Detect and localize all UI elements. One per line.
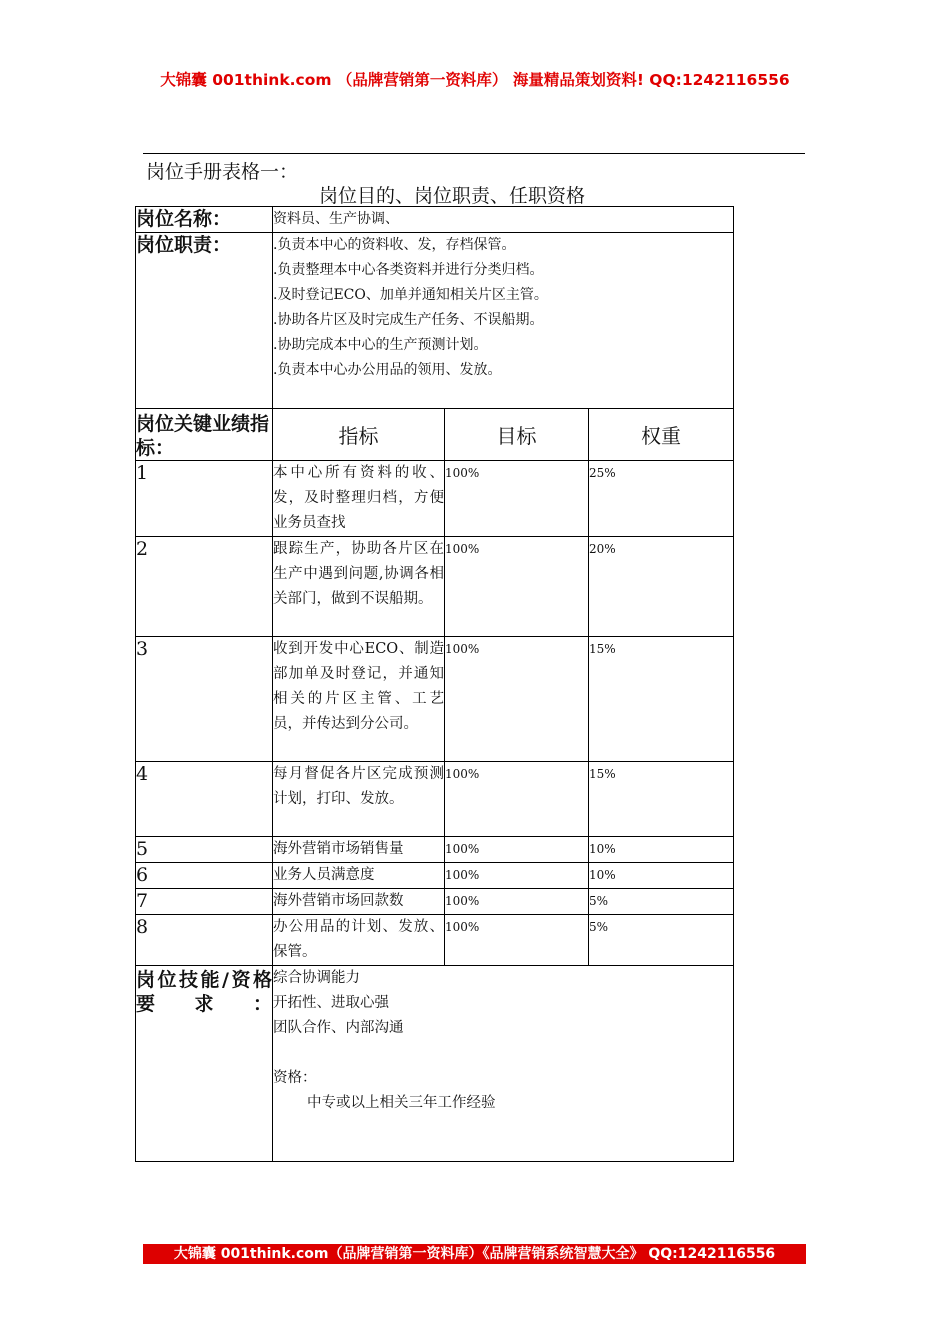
kpi-row [136, 915, 734, 966]
kpi-no: 3 [136, 637, 273, 762]
kpi-no: 8 [136, 915, 273, 966]
duty-item: .及时登记ECO、加单并通知相关片区主管。 [273, 287, 548, 303]
kpi-target: 100% [445, 915, 589, 966]
kpi-target: 100% [445, 461, 589, 537]
qualification-label: 资格： [273, 1070, 317, 1086]
kpi-weight: 15% [589, 637, 734, 762]
kpi-col-target: 目标 [445, 409, 589, 461]
duties-label: 岗位职责： [136, 233, 273, 409]
kpi-weight: 10% [589, 863, 734, 889]
kpi-indicator: 海外营销市场销售量 [273, 837, 445, 863]
kpi-row [136, 637, 734, 762]
kpi-indicator: 跟踪生产，协助各片区在生产中遇到问题,协调各相关部门，做到不误船期。 [273, 537, 445, 637]
duty-item: .协助完成本中心的生产预测计划。 [273, 337, 488, 353]
form-caption: 岗位手册表格一： [146, 161, 299, 183]
kpi-weight: 25% [589, 461, 734, 537]
kpi-col-weight: 权重 [589, 409, 734, 461]
kpi-target: 100% [445, 762, 589, 837]
kpi-target: 100% [445, 637, 589, 762]
kpi-header-row [136, 409, 734, 461]
footer-banner: 大锦囊 001think.com（品牌营销第一资料库）《品牌营销系统智慧大全》 QQ:1242116556 [143, 1244, 806, 1264]
kpi-row [136, 889, 734, 915]
kpi-target: 100% [445, 863, 589, 889]
kpi-indicator: 每月督促各片区完成预测计划，打印、发放。 [273, 762, 445, 837]
kpi-indicator: 业务人员满意度 [273, 863, 445, 889]
kpi-label: 岗位关键业绩指标： [136, 409, 273, 461]
kpi-row [136, 461, 734, 537]
kpi-weight: 5% [589, 915, 734, 966]
qualification-value: 中专或以上相关三年工作经验 [307, 1095, 496, 1111]
duty-item: .协助各片区及时完成生产任务、不误船期。 [273, 312, 544, 328]
job-table [135, 206, 734, 1162]
spacer [273, 1041, 733, 1066]
kpi-weight: 20% [589, 537, 734, 637]
header-rule [143, 153, 805, 154]
kpi-indicator: 办公用品的计划、发放、保管。 [273, 915, 445, 966]
kpi-weight: 10% [589, 837, 734, 863]
kpi-no: 6 [136, 863, 273, 889]
kpi-row [136, 863, 734, 889]
kpi-row [136, 537, 734, 637]
kpi-no: 5 [136, 837, 273, 863]
kpi-indicator: 海外营销市场回款数 [273, 889, 445, 915]
kpi-no: 7 [136, 889, 273, 915]
skills-row [136, 966, 734, 1162]
doc-title: 岗位目的、岗位职责、任职资格 [319, 185, 586, 207]
position-value: 资料员、生产协调、 [273, 207, 734, 233]
duty-item: .负责本中心办公用品的领用、发放。 [273, 362, 502, 378]
kpi-target: 100% [445, 537, 589, 637]
skill-item: 综合协调能力 [273, 970, 360, 986]
kpi-target: 100% [445, 889, 589, 915]
kpi-col-indicator: 指标 [273, 409, 445, 461]
position-label: 岗位名称： [136, 207, 273, 233]
kpi-target: 100% [445, 837, 589, 863]
kpi-weight: 5% [589, 889, 734, 915]
kpi-no: 4 [136, 762, 273, 837]
skills-label: 岗位技能/资格要求： [136, 966, 273, 1162]
duty-item: .负责整理本中心各类资料并进行分类归档。 [273, 262, 544, 278]
kpi-row [136, 837, 734, 863]
kpi-row [136, 762, 734, 837]
kpi-indicator: 本中心所有资料的收、发，及时整理归档，方便业务员查找 [273, 461, 445, 537]
kpi-no: 1 [136, 461, 273, 537]
kpi-no: 2 [136, 537, 273, 637]
kpi-weight: 15% [589, 762, 734, 837]
skill-item: 开拓性、进取心强 [273, 995, 389, 1011]
duty-item: .负责本中心的资料收、发，存档保管。 [273, 237, 516, 253]
duties-row [136, 233, 734, 409]
skills-list [273, 966, 734, 1162]
duties-list [273, 233, 734, 409]
kpi-indicator: 收到开发中心ECO、制造部加单及时登记，并通知相关的片区主管、工艺员，并传达到分公司。 [273, 637, 445, 762]
position-row [136, 207, 734, 233]
skill-item: 团队合作、内部沟通 [273, 1020, 404, 1036]
header-banner: 大锦囊 001think.com （品牌营销第一资料库） 海量精品策划资料! QQ:1242116556 [160, 71, 790, 89]
